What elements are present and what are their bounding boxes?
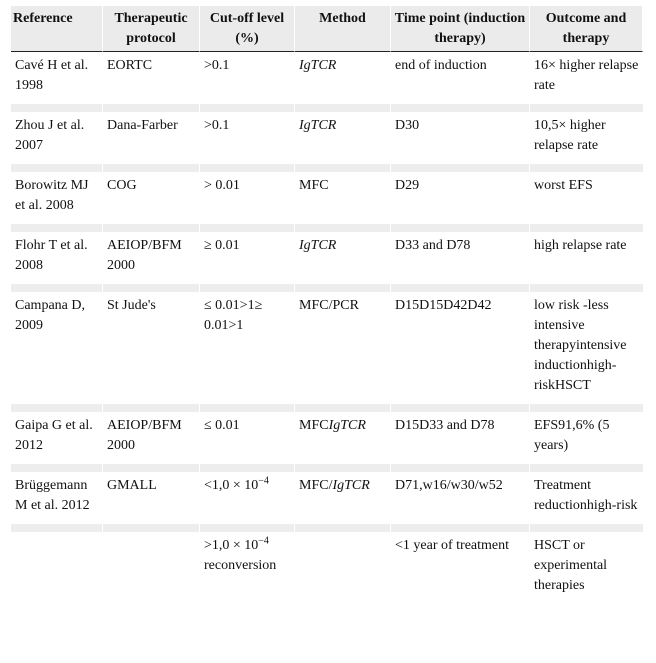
cutoff-exponent: −4 [258,475,269,487]
cell-method [295,112,391,164]
cell-outcome: high relapse rate [530,232,643,284]
cell-method [295,52,391,104]
cell-method [295,412,391,464]
cell-protocol: AEIOP/BFM 2000 [103,412,200,464]
table-row [11,112,643,164]
row-separator [11,104,643,112]
table-row [11,172,643,224]
method-italic: IgTCR [328,418,366,433]
cell-outcome: HSCT or experimental therapies [530,532,643,604]
header-row [11,6,643,52]
cell-cutoff: >0.1 [200,52,295,104]
row-separator [11,284,643,292]
cell-timepoint: D71,w16/w30/w52 [391,472,530,524]
cell-reference: Borowitz MJ et al. 2008 [11,172,103,224]
cell-protocol: EORTC [103,52,200,104]
cell-timepoint: <1 year of treatment [391,532,530,604]
cell-method [295,532,391,604]
cell-method: MFC [295,172,391,224]
cell-cutoff: ≤ 0.01>1≥ 0.01>1 [200,292,295,404]
mrd-studies-table [11,6,643,604]
cell-protocol [103,532,200,604]
row-separator [11,164,643,172]
cell-reference: Zhou J et al. 2007 [11,112,103,164]
header-outcome: Outcome and therapy [530,6,643,52]
cell-outcome: 16× higher relapse rate [530,52,643,104]
table-row [11,232,643,284]
cell-reference: Brüggemann M et al. 2012 [11,472,103,524]
cell-method [295,472,391,524]
cell-outcome: EFS91,6% (5 years) [530,412,643,464]
row-separator [11,224,643,232]
header-reference: Reference [11,6,103,52]
table-row [11,52,643,104]
cell-timepoint: end of induction [391,52,530,104]
cell-timepoint: D15D33 and D78 [391,412,530,464]
cutoff-base: <1,0 × 10 [204,478,259,493]
cell-reference: Flohr T et al. 2008 [11,232,103,284]
header-timepoint: Time point (induction therapy) [391,6,530,52]
header-method: Method [295,6,391,52]
cell-outcome: worst EFS [530,172,643,224]
cell-timepoint: D30 [391,112,530,164]
cell-cutoff [200,532,295,604]
cell-protocol: COG [103,172,200,224]
cell-outcome: Treatment reductionhigh-risk [530,472,643,524]
table-row [11,472,643,524]
cell-protocol: St Jude's [103,292,200,404]
table-row [11,412,643,464]
cell-outcome: 10,5× higher relapse rate [530,112,643,164]
cell-protocol: Dana-Farber [103,112,200,164]
cell-cutoff [200,472,295,524]
cell-timepoint: D29 [391,172,530,224]
cutoff-exponent: −4 [258,535,269,547]
row-separator [11,464,643,472]
cell-method [295,232,391,284]
cell-cutoff: ≥ 0.01 [200,232,295,284]
method-plain: MFC/ [299,478,333,493]
row-separator [11,404,643,412]
cell-reference: Cavé H et al. 1998 [11,52,103,104]
row-separator [11,524,643,532]
table-row [11,292,643,404]
method-italic: IgTCR [299,118,337,133]
method-italic: IgTCR [299,58,337,73]
method-italic: IgTCR [299,238,337,253]
cell-protocol: AEIOP/BFM 2000 [103,232,200,284]
cell-cutoff: > 0.01 [200,172,295,224]
cell-reference [11,532,103,604]
cell-cutoff: >0.1 [200,112,295,164]
method-italic: IgTCR [332,478,370,493]
cell-outcome: low risk -less intensive therapyintensive inductionhigh-riskHSCT [530,292,643,404]
cell-cutoff: ≤ 0.01 [200,412,295,464]
method-plain: MFC [299,418,329,433]
cell-method: MFC/PCR [295,292,391,404]
table-row [11,532,643,604]
cutoff-base: >1,0 × 10 [204,538,259,553]
cutoff-suffix: reconversion [204,558,277,573]
cell-reference: Campana D, 2009 [11,292,103,404]
header-protocol: Therapeutic protocol [103,6,200,52]
cell-reference: Gaipa G et al. 2012 [11,412,103,464]
cell-timepoint: D15D15D42D42 [391,292,530,404]
header-cutoff: Cut-off level (%) [200,6,295,52]
cell-protocol: GMALL [103,472,200,524]
cell-timepoint: D33 and D78 [391,232,530,284]
